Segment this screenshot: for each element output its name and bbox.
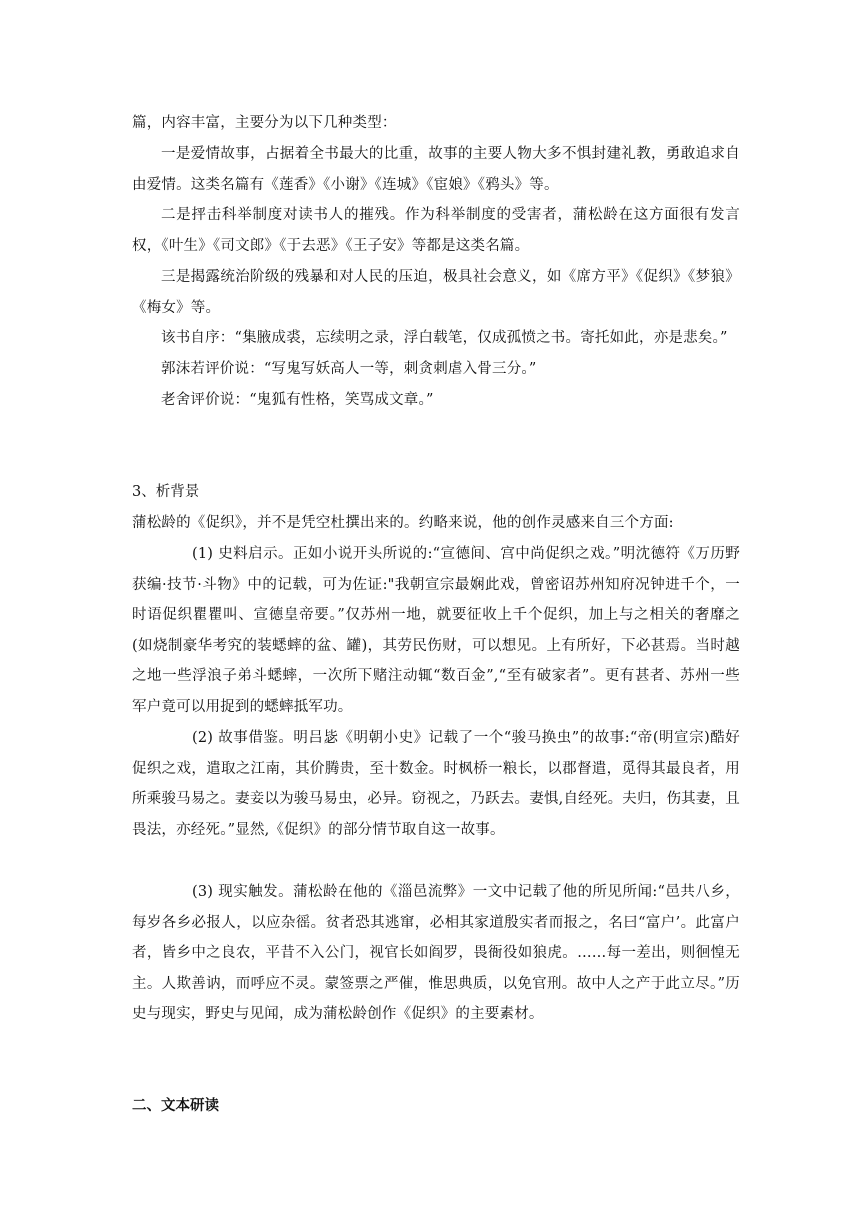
paragraph-imperial-exam: 二是抨击科举制度对读书人的摧残。作为科举制度的受害者，蒲松龄在这方面很有发言权，《叶生》《司文郎》《于去恶》《王子安》等都是这类名篇。 bbox=[132, 207, 740, 254]
paragraph-background-intro: 蒲松龄的《促织》，并不是凭空杜撰出来的。约略来说，他的创作灵感来自三个方面: bbox=[132, 515, 674, 531]
paragraph-guo-moruo-quote: 郭沫若评价说：“写鬼写妖高人一等，刺贪刺虐入骨三分。” bbox=[161, 361, 537, 377]
section-heading-text-study: 二、文本研读 bbox=[132, 1097, 219, 1114]
paragraph-reality-trigger: (3) 现实触发。蒲松龄在他的《淄邑流弊》一文中记载了他的所见所闻:“邑共八乡，每岁各乡必报人，以应杂徭。贫者恐其逃窜，必相其家道殷实者而报之，名曰“富户’。此富户者，皆乡中之良农，平昔不入公门，视官长如阎罗，畏衙役如狼虎。……每一差出，则徊惶无主。人欺善讷，而呼应不灵。蒙签票之严催，惟思典质，以免官刑。故中人之产于此立尽。”历史与现实，野史与见闻，成为蒲松龄创作《促织》的主要素材。 bbox=[132, 884, 740, 1022]
paragraph-love-stories: 一是爱情故事，占据着全书最大的比重，故事的主要人物大多不惧封建礼教，勇敢追求自由爱情。这类名篇有《莲香》《小谢》《连城》《宦娘》《鸦头》等。 bbox=[132, 146, 740, 193]
section-heading-background: 3、析背景 bbox=[132, 484, 200, 500]
paragraph-intro-types: 篇，内容丰富，主要分为以下几种类型： bbox=[132, 115, 397, 131]
paragraph-oppression: 三是揭露统治阶级的残暴和对人民的压迫，极具社会意义，如《席方平》《促织》《梦狼》《梅女》等。 bbox=[132, 269, 740, 316]
paragraph-lao-she-quote: 老舍评价说：“鬼狐有性格，笑骂成文章。” bbox=[161, 392, 434, 408]
paragraph-historical-inspiration: (1) 史料启示。正如小说开头所说的:“宣德间、宫中尚促织之戏。”明沈德符《万历野获编·技节·斗物》中的记载，可为佐证:"我朝宣宗最娴此戏，曾密诏苏州知府况钟进千个，一时语促织瞿瞿叫、宣德皇帝要。”仅苏州一地，就要征收上千个促织，加上与之相关的奢靡之(如烧制豪华考究的装蟋蟀的盆、罐)，其劳民伤财，可以想见。上有所好，下必甚焉。当时越之地一些浮浪子弟斗蟋蟀，一次所下赌注动辄“数百金”,“至有破家者”。更有甚者、苏州一些军户竟可以用捉到的蟋蟀抵军功。 bbox=[132, 546, 740, 715]
paragraph-self-preface: 该书自序：“集腋成裘，忘续明之录，浮白载笔，仅成孤愤之书。寄托如此，亦是悲矣。” bbox=[161, 330, 728, 346]
paragraph-story-reference: (2) 故事借鉴。明吕毖《明朝小史》记载了一个“骏马换虫”的故事:“帝(明宣宗)酷好促织之戏，遣取之江南，其价腾贵，至十数金。时枫桥一粮长，以郡督遣，觅得其最良者，用所乘骏马易之。妻妾以为骏马易虫，必异。窃视之，乃跃去。妻惧,自经死。夫归，伤其妻，且畏法，亦经死。”显然,《促织》的部分情节取自这一故事。 bbox=[132, 730, 740, 838]
